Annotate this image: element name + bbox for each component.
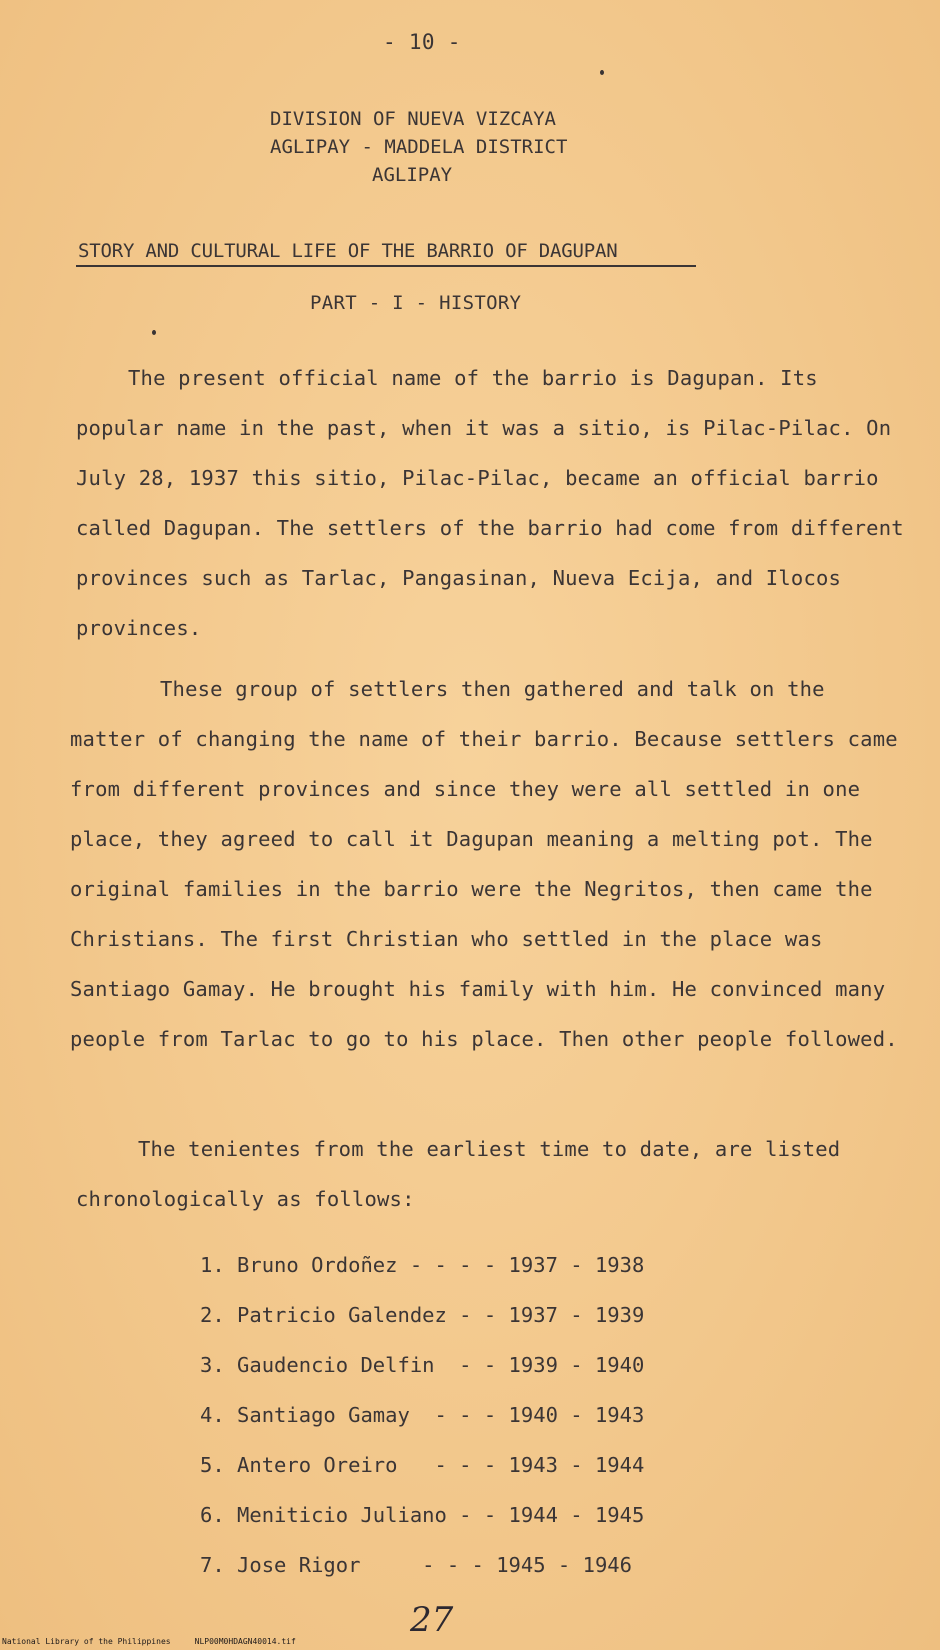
- document-title: STORY AND CULTURAL LIFE OF THE BARRIO OF DAGUPAN: [78, 240, 618, 262]
- archive-footer: National Library of the Philippines NLP00M0HDAGN40014.tif: [2, 1637, 296, 1646]
- paragraph-settlers: These group of settlers then gathered and talk on the matter of changing the name of their barrio. Because settlers came from different provinces and since they were all settled in one place, they agreed to call it Dagupan meaning a melting pot. The original families in the barrio were the Negritos, then came the Christians. The first Christian who settled in the place was Santiago Gamay. He brought his family with him. He convinced many people from Tarlac to go to his place. Then other people followed.: [70, 677, 898, 1051]
- page-number: - 10 -: [383, 30, 461, 54]
- list-item: 4. Santiago Gamay - - - 1940 - 1943: [200, 1403, 645, 1427]
- paragraph-tenientes-intro: The tenientes from the earliest time to date, are listed chronologically as follows:: [76, 1137, 841, 1211]
- tenientes-list: [200, 1240, 644, 1590]
- ink-speck: [152, 330, 156, 335]
- paragraph-name-origin: The present official name of the barrio is Dagupan. Its popular name in the past, when it was a sitio, is Pilac-Pilac. On July 28, 1937 this sitio, Pilac-Pilac, became an official barrio called Dagupan. The settlers of the barrio had come from different provinces such as Tarlac, Pangasinan, Nueva Ecija, and Ilocos provinces.: [76, 366, 904, 640]
- list-item: 2. Patricio Galendez - - 1937 - 1939: [200, 1303, 645, 1327]
- ink-speck: [600, 70, 604, 75]
- title-underline: [76, 265, 696, 267]
- part-heading: PART - I - HISTORY: [310, 292, 522, 314]
- list-item: 7. Jose Rigor - - - 1945 - 1946: [200, 1553, 632, 1577]
- division-heading: DIVISION OF NUEVA VIZCAYA: [270, 108, 556, 130]
- handwritten-page-number: 27: [410, 1600, 454, 1640]
- district-heading: AGLIPAY - MADDELA DISTRICT: [270, 136, 568, 158]
- list-item: 6. Meniticio Juliano - - 1944 - 1945: [200, 1503, 645, 1527]
- list-item: 1. Bruno Ordoñez - - - - 1937 - 1938: [200, 1253, 645, 1277]
- list-item: 3. Gaudencio Delfin - - 1939 - 1940: [200, 1353, 645, 1377]
- list-item: 5. Antero Oreiro - - - 1943 - 1944: [200, 1453, 645, 1477]
- town-heading: AGLIPAY: [372, 164, 453, 186]
